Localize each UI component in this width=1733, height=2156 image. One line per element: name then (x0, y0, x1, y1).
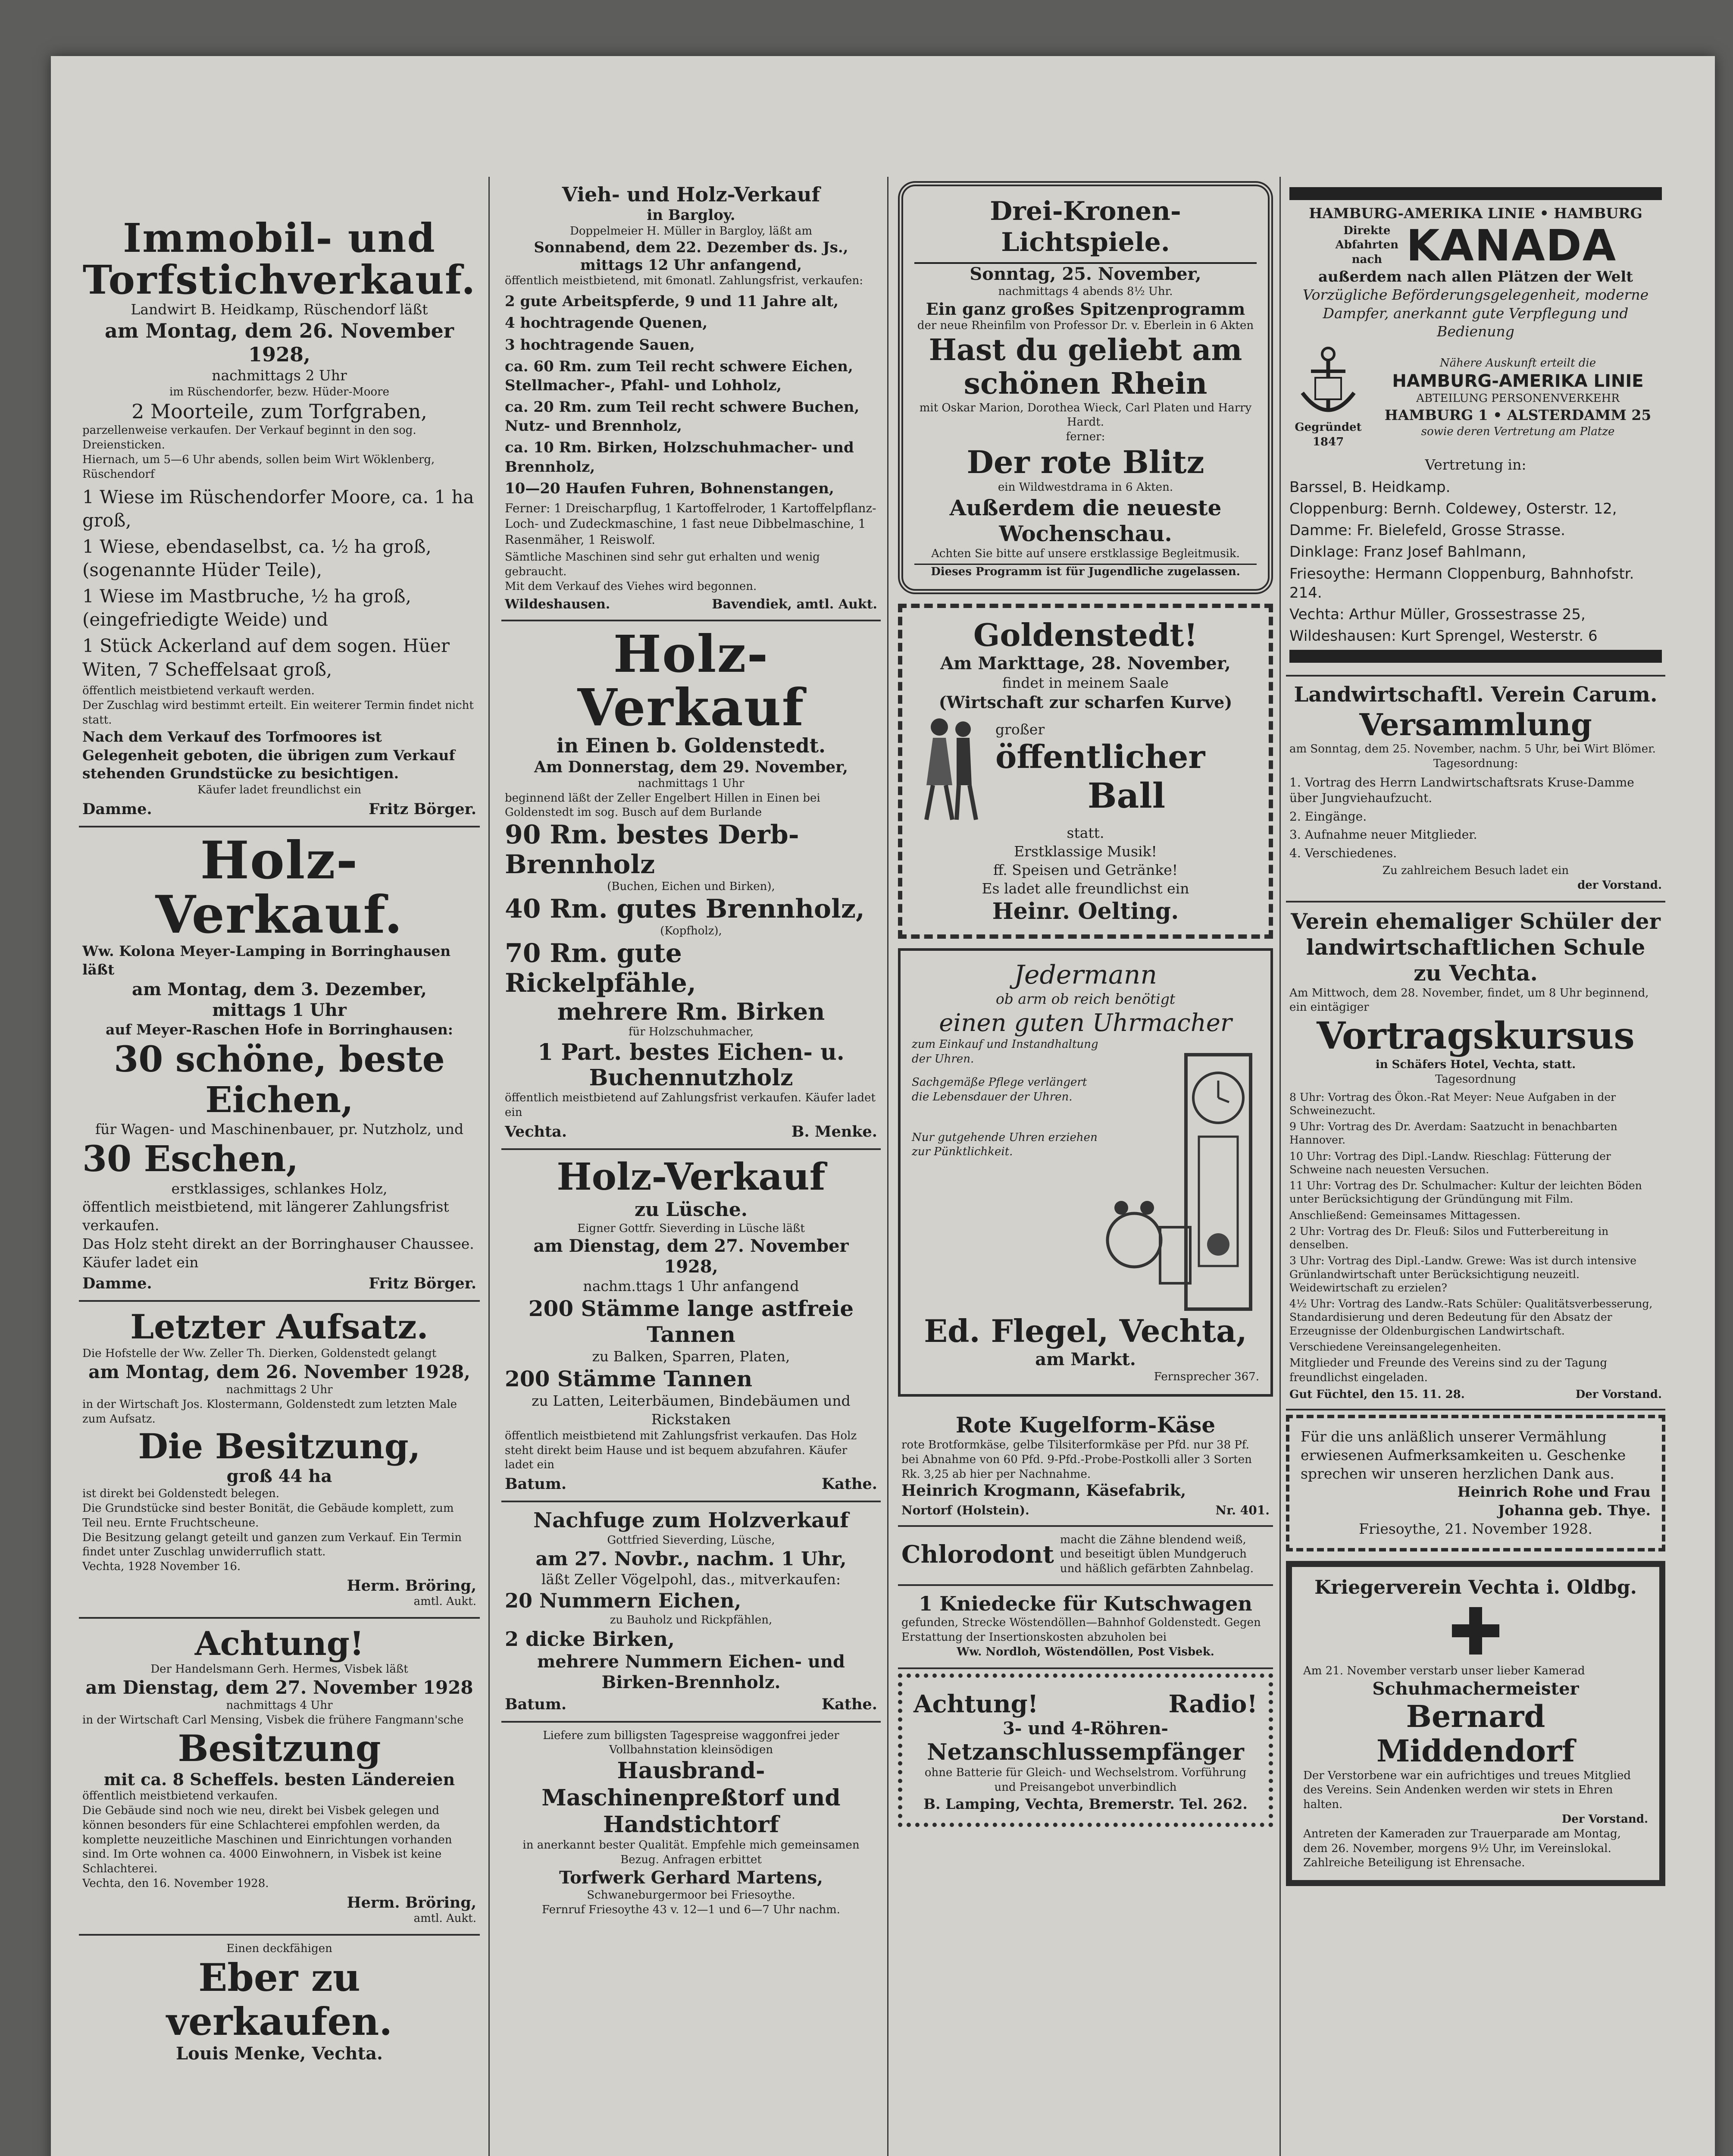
list-item: 1 Wiese, ebendaselbst, ca. ½ ha groß, (sogenannte Hüder Teile), (82, 536, 432, 581)
ad-text: sowie deren Vertretung am Platze (1421, 425, 1615, 438)
ad-firm: HAMBURG-AMERIKA LINIE (1392, 371, 1644, 391)
ad-firm: Ed. Flegel, Vechta, (924, 1313, 1247, 1350)
ad-text: der neue Rheinfilm von Professor Dr. v. Eberlein in 6 Akten (917, 319, 1254, 332)
ad-subtitle: zu Lüsche. (634, 1198, 748, 1221)
signature-row (901, 1503, 1270, 1517)
ad-holz-verkauf-luesche (501, 1150, 881, 1502)
ad-text: Schuhmachermeister (1372, 1678, 1579, 1699)
ad-text: Der Zuschlag wird bestimmt erteilt. Ein weiterer Termin findet nicht statt. (82, 699, 474, 727)
signature-place: Gut Füchtel, den 15. 11. 28. (1289, 1388, 1465, 1401)
signature-row (1289, 1388, 1662, 1401)
ad-phone: Fernruf Friesoythe 43 v. 12—1 und 6—7 Uhr nachm. (542, 1903, 840, 1916)
ad-text: Friesoythe, 21. November 1928. (1359, 1520, 1592, 1538)
ad-text: öffentlich meistbietend, mit längerer Zahlungsfrist verkaufen. (82, 1198, 449, 1234)
signature-row (82, 1577, 476, 1595)
ad-text: ist direkt bei Goldenstedt belegen. (82, 1487, 280, 1501)
ad-date: Sonnabend, dem 22. Dezember ds. Js., mittags 12 Uhr anfangend, (534, 238, 848, 274)
ad-date: am 27. Novbr., nachm. 1 Uhr, (535, 1548, 847, 1570)
ad-title: Eber zu verkaufen. (166, 1955, 392, 2044)
ad-lot: 200 Stämme lange astfreie Tannen (528, 1296, 854, 1348)
item-list (505, 292, 877, 548)
ad-text: 3- und 4-Röhren- (1002, 1718, 1169, 1739)
ad-text: zu Bauholz und Rickpfählen, (610, 1613, 773, 1626)
ad-text: Liefere zum billigsten Tagespreise waggonfrei jeder Vollbahnstation kleinsödigen (543, 1729, 839, 1757)
ad-title: Vortragskursus (1317, 1014, 1635, 1058)
ad-title: Vieh- und Holz-Verkauf (562, 183, 820, 206)
agenda-list (1289, 1091, 1662, 1354)
ad-lichtspiele (898, 181, 1273, 594)
ad-headline: einen guten Uhrmacher (939, 1009, 1232, 1037)
list-item: 10 Uhr: Vortrag des Dipl.-Landw. Rieschlag: Fütterung der Schweine nach neuesten Versuchen. (1289, 1150, 1611, 1176)
ad-title: Chlorodont (901, 1540, 1054, 1569)
ad-lot: 40 Rm. gutes Brennholz, (505, 893, 865, 924)
ad-text: Nr. 401. (1215, 1503, 1270, 1517)
ad-time: nachmittags 4 abends 8½ Uhr. (998, 285, 1173, 298)
ad-text: Mitglieder und Freunde des Vereins sind zu der Tagung freundlichst eingeladen. (1289, 1357, 1608, 1384)
signature: B. Menke. (791, 1122, 877, 1141)
ad-firm: Heinrich Krogmann, Käsefabrik, (901, 1482, 1186, 1500)
ad-title: Letzter Aufsatz. (130, 1307, 429, 1347)
list-item: 9 Uhr: Vortrag des Dr. Averdam: Saatzucht in benachbarten Hannover. (1289, 1120, 1617, 1147)
ad-names: Heinrich Rohe und Frau (1457, 1483, 1651, 1501)
column-rule (1279, 177, 1281, 2156)
item-list (82, 486, 476, 682)
ad-text: Zu zahlreichem Besuch ladet ein (1382, 864, 1569, 877)
list-item: Wildeshausen: Kurt Sprengel, Westerstr. 6 (1289, 627, 1598, 645)
ad-time: nachmittags 2 Uhr (226, 1383, 333, 1396)
ad-text: öffentlich meistbietend mit Zahlungsfrist verkaufen. Das Holz steht direkt beim Hause und ist bequem abzufahren. Käufer ladet ein (505, 1429, 857, 1472)
signature: B. Lamping, Vechta, Bremerstr. Tel. 262. (923, 1795, 1248, 1812)
ad-text: macht die Zähne blendend weiß, und beseitigt üblen Mundgeruch und häßlich gefärbten Zahnbelag. (1060, 1533, 1254, 1576)
ad-danksagung (1286, 1415, 1665, 1551)
list-item: 2 Uhr: Vortrag des Dr. Fleuß: Silos und Futterbereitung in denselben. (1289, 1225, 1609, 1251)
ad-text: auf Meyer-Raschen Hofe in Borringhausen: (106, 1021, 453, 1038)
signature-row (505, 1475, 877, 1493)
ad-text: Vorzügliche Beförderungsgelegenheit, moderne Dampfer, anerkannt gute Verpflegung und Bedienung (1302, 286, 1649, 340)
ad-text: in der Wirtschaft Jos. Klostermann, Goldenstedt zum letzten Male zum Aufsatz. (82, 1398, 457, 1426)
ad-text: Gottfried Sieverding, Lüsche, (607, 1533, 775, 1547)
ad-text: Die Besitzung gelangt geteilt und ganzen zum Verkauf. Ein Termin findet unter Zuschlag unwiderruflich statt. (82, 1531, 462, 1559)
ad-text: rote Brotformkäse, gelbe Tilsiterformkäse per Pfd. nur 38 Pf. bei Abnahme von 60 Pfd. 9-Pfd.-Probe-Postkolli aller 3 Sorten Rk. 3,25 ab hier per Nachnahme. (901, 1438, 1252, 1481)
ad-text: groß 44 ha (226, 1466, 332, 1487)
ad-names: Johanna geb. Thye. (1498, 1502, 1651, 1519)
ad-kriegerverein (1286, 1561, 1665, 1886)
ad-eber (79, 1936, 480, 2072)
list-item: Vechta: Arthur Müller, Grossestrasse 25, (1289, 605, 1586, 623)
ad-text: Eigner Gottfr. Sieverding in Lüsche läßt (577, 1222, 805, 1235)
ad-text: (Kopfholz), (660, 924, 722, 937)
list-item: 1 Stück Ackerland auf dem sogen. Hüer Witen, 7 Scheffelsaat groß, (82, 635, 450, 680)
ad-letzter-aufsatz (79, 1302, 480, 1619)
ad-firm: Torfwerk Gerhard Martens, (559, 1867, 823, 1888)
agenda-list (1289, 775, 1662, 861)
ad-headline: Außerdem die neueste Wochenschau. (949, 495, 1222, 546)
ad-title: Achtung! (194, 1624, 364, 1663)
ad-text: gefunden, Strecke Wöstendöllen—Bahnhof Goldenstedt. Gegen Erstattung der Insertionskosten abzuholen bei (901, 1616, 1261, 1644)
clocks-icon (1104, 1037, 1259, 1313)
ad-text: in Schäfers Hotel, Vechta, statt. (1375, 1058, 1576, 1072)
ad-text: parzellenweise verkaufen. Der Verkauf beginnt in den sog. Dreiensticken. (82, 424, 416, 452)
ad-text: Direkte Abfahrten nach (1335, 224, 1399, 266)
ad-date: Sonntag, 25. November, (970, 264, 1201, 284)
ad-lot: 30 Eschen, (82, 1138, 299, 1180)
list-item: 1. Vortrag des Herrn Landwirtschaftsrats Kruse-Damme über Jungviehaufzucht. (1289, 775, 1634, 805)
ad-nachfuge (501, 1502, 881, 1722)
signature-place: Batum. (505, 1475, 567, 1493)
ad-date: am Montag, dem 3. Dezember, (132, 979, 427, 1000)
ad-lot: 2 dicke Birken, (505, 1627, 675, 1651)
newspaper-page (51, 56, 1715, 2156)
ad-date: am Montag, dem 26. November 1928, (104, 319, 454, 367)
ad-time: nachmittags 4 Uhr (226, 1699, 333, 1712)
ad-headline: Netzanschlussempfänger (927, 1739, 1244, 1765)
ad-headline: Bernard Middendorf (1376, 1698, 1575, 1769)
ad-text: großer (995, 721, 1045, 738)
iron-cross-icon (1452, 1607, 1499, 1655)
signature-row (82, 1275, 476, 1292)
signature: Kathe. (821, 1475, 877, 1493)
ad-text: Der Handelsmann Gerh. Hermes, Visbek läßt (150, 1663, 408, 1676)
ad-lot: 20 Nummern Eichen, (505, 1589, 741, 1613)
ad-header: Landwirtschaftl. Verein Carum. (1294, 683, 1658, 707)
list-item: ca. 10 Rm. Birken, Holzschuhmacher- und Brennholz, (505, 439, 854, 476)
signature-row (505, 597, 877, 612)
signature: Der Vorstand. (1561, 1813, 1648, 1826)
signature-place: Batum. (505, 1695, 567, 1713)
signature-place: Vechta, 1928 November 16. (82, 1560, 241, 1573)
ad-text: Hiernach, um 5—6 Uhr abends, sollen beim Wirt Wöklenberg, Rüschendorf (82, 453, 435, 481)
list-item: Ferner: 1 Dreischarpflug, 1 Kartoffelroder, 1 Kartoffelpflanz-Loch- und Zudeckmaschine, 1 fast neue Dibbelmaschine, 1 Rasenmäher, 1 Reiswolf. (505, 501, 876, 547)
list-item: 3 Uhr: Vortrag des Dipl.-Landw. Grewe: Was ist durch intensive Grünlandwirtschaft unter Berücksichtigung neuzeitl. Weidewirtschaft zu erzielen? (1289, 1254, 1637, 1294)
ad-text: Doppelmeier H. Müller in Bargloy, läßt am (570, 224, 812, 238)
ad-radio (898, 1673, 1273, 1827)
ad-text: Antreten der Kameraden zur Trauerparade am Montag, dem 26. November, morgens 9½ Uhr, im Vereinslokal. Zahlreiche Beteiligung ist Ehrensache. (1303, 1827, 1621, 1870)
ad-date: am Montag, dem 26. November 1928, (88, 1361, 470, 1382)
ad-holz-verkauf (79, 827, 480, 1302)
list-item: 8 Uhr: Vortrag des Ökon.-Rat Meyer: Neue Aufgaben in der Schweinezucht. (1289, 1091, 1616, 1117)
ad-text: Vertretung in: (1425, 456, 1527, 473)
ad-title: Holz-Verkauf (577, 624, 805, 737)
list-item: 4. Verschiedenes. (1289, 846, 1397, 860)
ad-vieh-holz (501, 177, 881, 621)
ad-headline: Die Besitzung, (138, 1426, 421, 1467)
signature: Bavendiek, amtl. Aukt. (712, 596, 877, 612)
list-item: 2. Eingänge. (1289, 809, 1367, 824)
ad-text: öffentlich meistbietend verkaufen. (82, 1789, 278, 1803)
anchor-logo-icon (1296, 345, 1361, 419)
ad-text: Das Holz steht direkt an der Borringhauser Chaussee. Käufer ladet ein (82, 1235, 474, 1271)
ad-text: Erstklassige Musik! (1014, 843, 1157, 860)
ad-text: außerdem nach allen Plätzen der Welt (1318, 268, 1633, 285)
column-3 (898, 177, 1273, 1836)
ad-subtitle: in Einen b. Goldenstedt. (557, 734, 826, 758)
ad-title: Versammlung (1359, 706, 1592, 743)
list-item: ca. 60 Rm. zum Teil recht schwere Eichen, Stellmacher-, Pfahl- und Lohholz, (505, 357, 853, 394)
signature: Der Vorstand. (1575, 1388, 1662, 1401)
ad-torfwerk (501, 1723, 881, 1925)
ad-lot: 90 Rm. bestes Derb-Brennholz (505, 820, 799, 880)
signature: der Vorstand. (1577, 878, 1662, 892)
dancing-couple-icon (913, 712, 987, 824)
ad-phone: Fernsprecher 367. (1154, 1370, 1259, 1384)
signature-title: amtl. Aukt. (413, 1912, 476, 1925)
ad-text: Am Mittwoch, dem 28. November, findet, um 8 Uhr beginnend, ein eintägiger (1289, 986, 1649, 1014)
ad-text: zu Latten, Leiterbäumen, Bindebäumen und Rickstaken (532, 1392, 851, 1428)
ad-kniedecke (898, 1586, 1273, 1669)
signature: Kathe. (821, 1695, 877, 1713)
column-rule (887, 177, 888, 2156)
ad-title: 1 Kniedecke für Kutschwagen (919, 1592, 1252, 1616)
ad-vortragskursus (1286, 903, 1665, 1410)
ad-text: Nähere Auskunft erteilt die (1439, 357, 1596, 370)
film-title: Der rote Blitz (967, 443, 1204, 480)
column-2 (501, 177, 881, 1925)
ad-kaese (898, 1406, 1273, 1527)
ad-text: für Holzschuhmacher, (628, 1025, 754, 1038)
ad-text: Ww. Kolona Meyer-Lamping in Borringhausen läßt (82, 943, 451, 978)
ad-text: Am 21. November verstarb unser lieber Kamerad (1303, 1664, 1585, 1677)
ad-text: Schwaneburgermoor bei Friesoythe. (587, 1888, 795, 1902)
signature: Fritz Börger. (369, 1275, 476, 1293)
ad-title: Radio! (1168, 1689, 1258, 1718)
list-item: 3. Aufnahme neuer Mitglieder. (1289, 827, 1477, 842)
ad-text: beginnend läßt der Zeller Engelbert Hillen in Einen bei Goldenstedt im sog. Busch auf dem Burlande (505, 791, 820, 819)
ad-verein-carum (1286, 677, 1665, 902)
ad-text: Einen deckfähigen (226, 1942, 332, 1955)
ad-text: öffentlich meistbietend, mit 6monatl. Zahlungsfrist, verkaufen: (505, 274, 863, 288)
signature-place: Wildeshausen. (505, 596, 610, 612)
signature-row (505, 1123, 877, 1141)
ad-text: Für die uns anläßlich unserer Vermählung erwiesenen Aufmerksamkeiten u. Geschenke sprechen wir unseren herzlichen Dank aus. (1301, 1428, 1626, 1482)
list-item: Friesoythe: Hermann Cloppenburg, Bahnhofstr. 214. (1289, 565, 1634, 602)
list-item: Barssel, B. Heidkamp. (1289, 478, 1451, 496)
ad-header: Verein ehemaliger Schüler der landwirtschaftlichen Schule zu Vechta. (1291, 908, 1661, 986)
ad-text: für Wagen- und Maschinenbauer, pr. Nutzholz, und (95, 1121, 464, 1138)
ad-time: nachmittags 1 Uhr (638, 777, 745, 790)
ad-text: Die Hofstelle der Ww. Zeller Th. Dierken, Goldenstedt gelangt (82, 1347, 437, 1360)
ad-headline: Besitzung (178, 1727, 381, 1770)
ad-text: (Wirtschaft zur scharfen Kurve) (938, 692, 1232, 712)
ad-lot: 30 schöne, beste Eichen, (114, 1038, 445, 1121)
ad-date: Am Donnerstag, dem 29. November, (534, 758, 848, 776)
list-item: 11 Uhr: Vortrag des Dr. Schulmacher: Kultur der leichten Böden unter Berücksichtigung der Gründüngung mit Film. (1289, 1179, 1642, 1206)
signature: Fritz Börger. (369, 800, 476, 818)
ad-lot: 200 Stämme Tannen (505, 1366, 753, 1392)
ad-text: ohne Batterie für Gleich- und Wechselstrom. Vorführung und Preisangebot unverbindlich (924, 1766, 1247, 1794)
ad-text: Käufer ladet freundlichst ein (197, 783, 361, 797)
ad-text: ob arm ob reich benötigt (995, 990, 1176, 1008)
ad-lot: 70 Rm. gute Rickelpfähle, (505, 938, 696, 998)
ad-hamburg-amerika-linie (1286, 177, 1665, 677)
list-item: Dinklage: Franz Josef Bahlmann, (1289, 543, 1527, 561)
list-item: 10—20 Haufen Fuhren, Bohnenstangen, (505, 479, 834, 497)
ad-text: Sachgemäße Pflege verlängert die Lebensdauer der Uhren. (912, 1076, 1087, 1103)
ad-title: Holz-Verkauf. (155, 830, 404, 946)
ad-header: HAMBURG-AMERIKA LINIE • HAMBURG (1309, 205, 1642, 222)
signature: Herm. Bröring, (347, 1577, 476, 1595)
signature-row (82, 800, 476, 818)
border-bar (1289, 650, 1662, 663)
ad-date: am Dienstag, dem 27. November 1928 (85, 1677, 473, 1698)
ad-text: in der Wirtschaft Carl Mensing, Visbek die frühere Fangmann'sche (82, 1714, 464, 1727)
ad-chlorodont (898, 1527, 1273, 1586)
ad-title: KANADA (1406, 220, 1617, 271)
ad-lot: 2 Moorteile, zum Torfgraben, (131, 400, 427, 423)
ad-lot: 1 Part. bestes Eichen- u. Buchennutzholz (538, 1039, 845, 1091)
ad-ball (898, 604, 1273, 939)
ad-time: mittags 1 Uhr (212, 1000, 347, 1020)
ad-achtung (79, 1619, 480, 1936)
ad-text: Ein ganz großes Spitzenprogramm (926, 299, 1245, 319)
ad-text: Dieses Programm ist für Jugendliche zugelassen. (914, 564, 1257, 580)
ad-text: ff. Speisen und Getränke! (993, 862, 1178, 879)
ad-text: öffentlich meistbietend verkauft werden. (82, 684, 315, 698)
ad-text: im Rüschendorfer, bezw. Hüder-Moore (169, 385, 389, 399)
ad-holz-verkauf-einen (501, 621, 881, 1150)
signature-title: amtl. Aukt. (413, 1595, 476, 1608)
ad-uhrmacher (898, 948, 1273, 1397)
ad-text: zum Einkauf und Instandhaltung der Uhren. (912, 1038, 1098, 1066)
list-item: 2 gute Arbeitspferde, 9 und 11 Jahre alt, (505, 293, 839, 310)
ad-title: Hausbrand-Maschinenpreßtorf und Handstichtorf (541, 1758, 841, 1838)
ad-text: findet in meinem Saale (1002, 674, 1169, 691)
signature-row (505, 1695, 877, 1713)
ad-title: Achtung! (913, 1689, 1039, 1718)
ad-text: Landwirt B. Heidkamp, Rüschendorf läßt (131, 301, 428, 318)
ad-text: Tagesordnung (1435, 1072, 1516, 1086)
signature-place: Damme. (82, 800, 152, 818)
list-item: 1 Wiese im Mastbruche, ½ ha groß, (eingefriedigte Weide) und (82, 585, 411, 630)
ad-text: Nortorf (Holstein). (901, 1503, 1029, 1517)
ad-date: Am Markttage, 28. November, (940, 653, 1231, 674)
signature: Ww. Nordloh, Wöstendöllen, Post Visbek. (957, 1645, 1214, 1658)
list-item: Damme: Fr. Bielefeld, Grosse Strasse. (1289, 522, 1565, 539)
list-item: ca. 20 Rm. zum Teil recht schwere Buchen, Nutz- und Brennholz, (505, 398, 860, 435)
signature-place: Vechta, den 16. November 1928. (82, 1877, 269, 1890)
ad-torf-verkauf (79, 211, 480, 827)
ad-text: Mit dem Verkauf des Viehes wird begonnen. (505, 580, 757, 593)
ad-text: Sämtliche Maschinen sind sehr gut erhalten und wenig gebraucht. (505, 551, 820, 579)
ad-text: am Sonntag, dem 25. November, nachm. 5 Uhr, bei Wirt Blömer. (1289, 743, 1656, 756)
ad-text: mit ca. 8 Scheffels. besten Ländereien (103, 1769, 455, 1789)
list-item: Cloppenburg: Bernh. Coldewey, Osterstr. 12, (1289, 500, 1617, 518)
ad-text: erstklassiges, schlankes Holz, (171, 1180, 388, 1197)
ad-text: mit Oskar Marion, Dorothea Wieck, Carl Platen und Harry Hardt. (919, 401, 1252, 429)
ad-title: Kriegerverein Vechta i. Oldbg. (1314, 1576, 1637, 1599)
ad-text: Gegründet 1847 (1295, 421, 1362, 449)
ad-text: Nach dem Verkauf des Torfmoores ist Gelegenheit geboten, die übrigen zum Verkauf stehenden Grundstücke zu besichtigen. (82, 728, 455, 782)
ad-lot: mehrere Rm. Birken (557, 997, 825, 1025)
ad-text: zu Balken, Sparren, Platen, (592, 1348, 790, 1365)
ad-text: läßt Zeller Vögelpohl, das., mitverkaufen: (541, 1571, 841, 1588)
column-1 (79, 211, 480, 2072)
ad-text: Die Gebäude sind noch wie neu, direkt bei Visbek gelegen und können besonders für eine Schlachterei empfohlen werden, da komplette neuzeitliche Maschinen und Einrichtungen vorhanden sind. Im Orte wohnen ca. 4000 Einwohnern, in Visbek ist keine Schlachterei. (82, 1804, 452, 1876)
signature-place: Damme. (82, 1275, 152, 1293)
ad-text: Es ladet alle freundlichst ein (982, 880, 1189, 897)
signature-row (82, 1894, 476, 1912)
column-rule (488, 177, 490, 2156)
ad-title: Nachfuge zum Holzverkauf (533, 1508, 849, 1533)
ad-text: Die Grundstücke sind bester Bonität, die Gebäude komplett, zum Teil neu. Ernte Fruchtscheune. (82, 1502, 454, 1529)
representatives-list (1289, 478, 1662, 646)
signature: Louis Menke, Vechta. (176, 2043, 383, 2064)
ad-headline: öffentlicher (995, 739, 1205, 776)
ad-text: (Buchen, Eichen und Birken), (607, 880, 775, 893)
list-item: 3 hochtragende Sauen, (505, 336, 695, 354)
ad-text: Tagesordnung: (1433, 757, 1518, 771)
ad-title: Immobil- und Torfstichverkauf. (82, 215, 476, 303)
list-item: 4 hochtragende Quenen, (505, 314, 708, 332)
column-4 (1286, 177, 1665, 1896)
list-item: 1 Wiese im Rüschendorfer Moore, ca. 1 ha groß, (82, 486, 474, 531)
ad-address: HAMBURG 1 • ALSTERDAMM 25 (1384, 406, 1652, 423)
signature-place: Vechta. (505, 1122, 567, 1141)
ad-title-row (913, 1690, 1258, 1718)
signature: Heinr. Oelting. (992, 898, 1179, 924)
ad-headline: Ball (1087, 775, 1166, 816)
ad-text: öffentlich meistbietend auf Zahlungsfrist verkaufen. Käufer ladet ein (505, 1091, 876, 1119)
ad-text: am Markt. (1035, 1349, 1136, 1370)
ad-title: Goldenstedt! (973, 617, 1198, 654)
ad-subtitle: in Bargloy. (647, 207, 735, 224)
list-item: Verschiedene Vereinsangelegenheiten. (1289, 1340, 1502, 1353)
ad-text: Der Verstorbene war ein aufrichtiges und treues Mitglied des Vereins. Sein Andenken werden wir stets in Ehren halten. (1303, 1769, 1631, 1811)
ad-title: Rote Kugelform-Käse (955, 1412, 1216, 1438)
ad-text: ABTEILUNG PERSONENVERKEHR (1416, 392, 1620, 405)
ad-title: Jedermann (1014, 960, 1157, 990)
ad-lot: mehrere Nummern Eichen- und Birken-Brennholz. (537, 1651, 845, 1692)
list-item: Anschließend: Gemeinsames Mittagessen. (1289, 1209, 1521, 1222)
border-bar (1289, 187, 1662, 200)
ad-text: in anerkannt bester Qualität. Empfehle mich gemeinsamen Bezug. Anfragen erbittet (522, 1839, 860, 1867)
ad-text: Achten Sie bitte auf unsere erstklassige Begleitmusik. (931, 547, 1240, 560)
film-title: Hast du geliebt am schönen Rhein (929, 333, 1242, 401)
ad-text: ein Wildwestdrama in 6 Akten. (998, 480, 1173, 494)
ad-title: Holz-Verkauf (557, 1155, 826, 1199)
ad-text: ferner: (1066, 430, 1105, 444)
ad-title: Drei-Kronen-Lichtspiele. (914, 196, 1257, 264)
ad-time: nachm.ttags 1 Uhr anfangend (583, 1278, 799, 1295)
ad-time: nachmittags 2 Uhr (212, 367, 347, 384)
ad-text: Nur gutgehende Uhren erziehen zur Pünktlichkeit. (912, 1131, 1098, 1159)
ad-text: statt. (1067, 824, 1104, 842)
ad-date: am Dienstag, dem 27. November 1928, (533, 1236, 849, 1277)
signature: Herm. Bröring, (347, 1893, 476, 1912)
list-item: 4½ Uhr: Vortrag des Landw.-Rats Schüler: Qualitätsverbesserung, Standardisierung und deren Bedeutung für den Absatz der Erzeugnisse der Oldenburgischen Landwirtschaft. (1289, 1297, 1653, 1337)
